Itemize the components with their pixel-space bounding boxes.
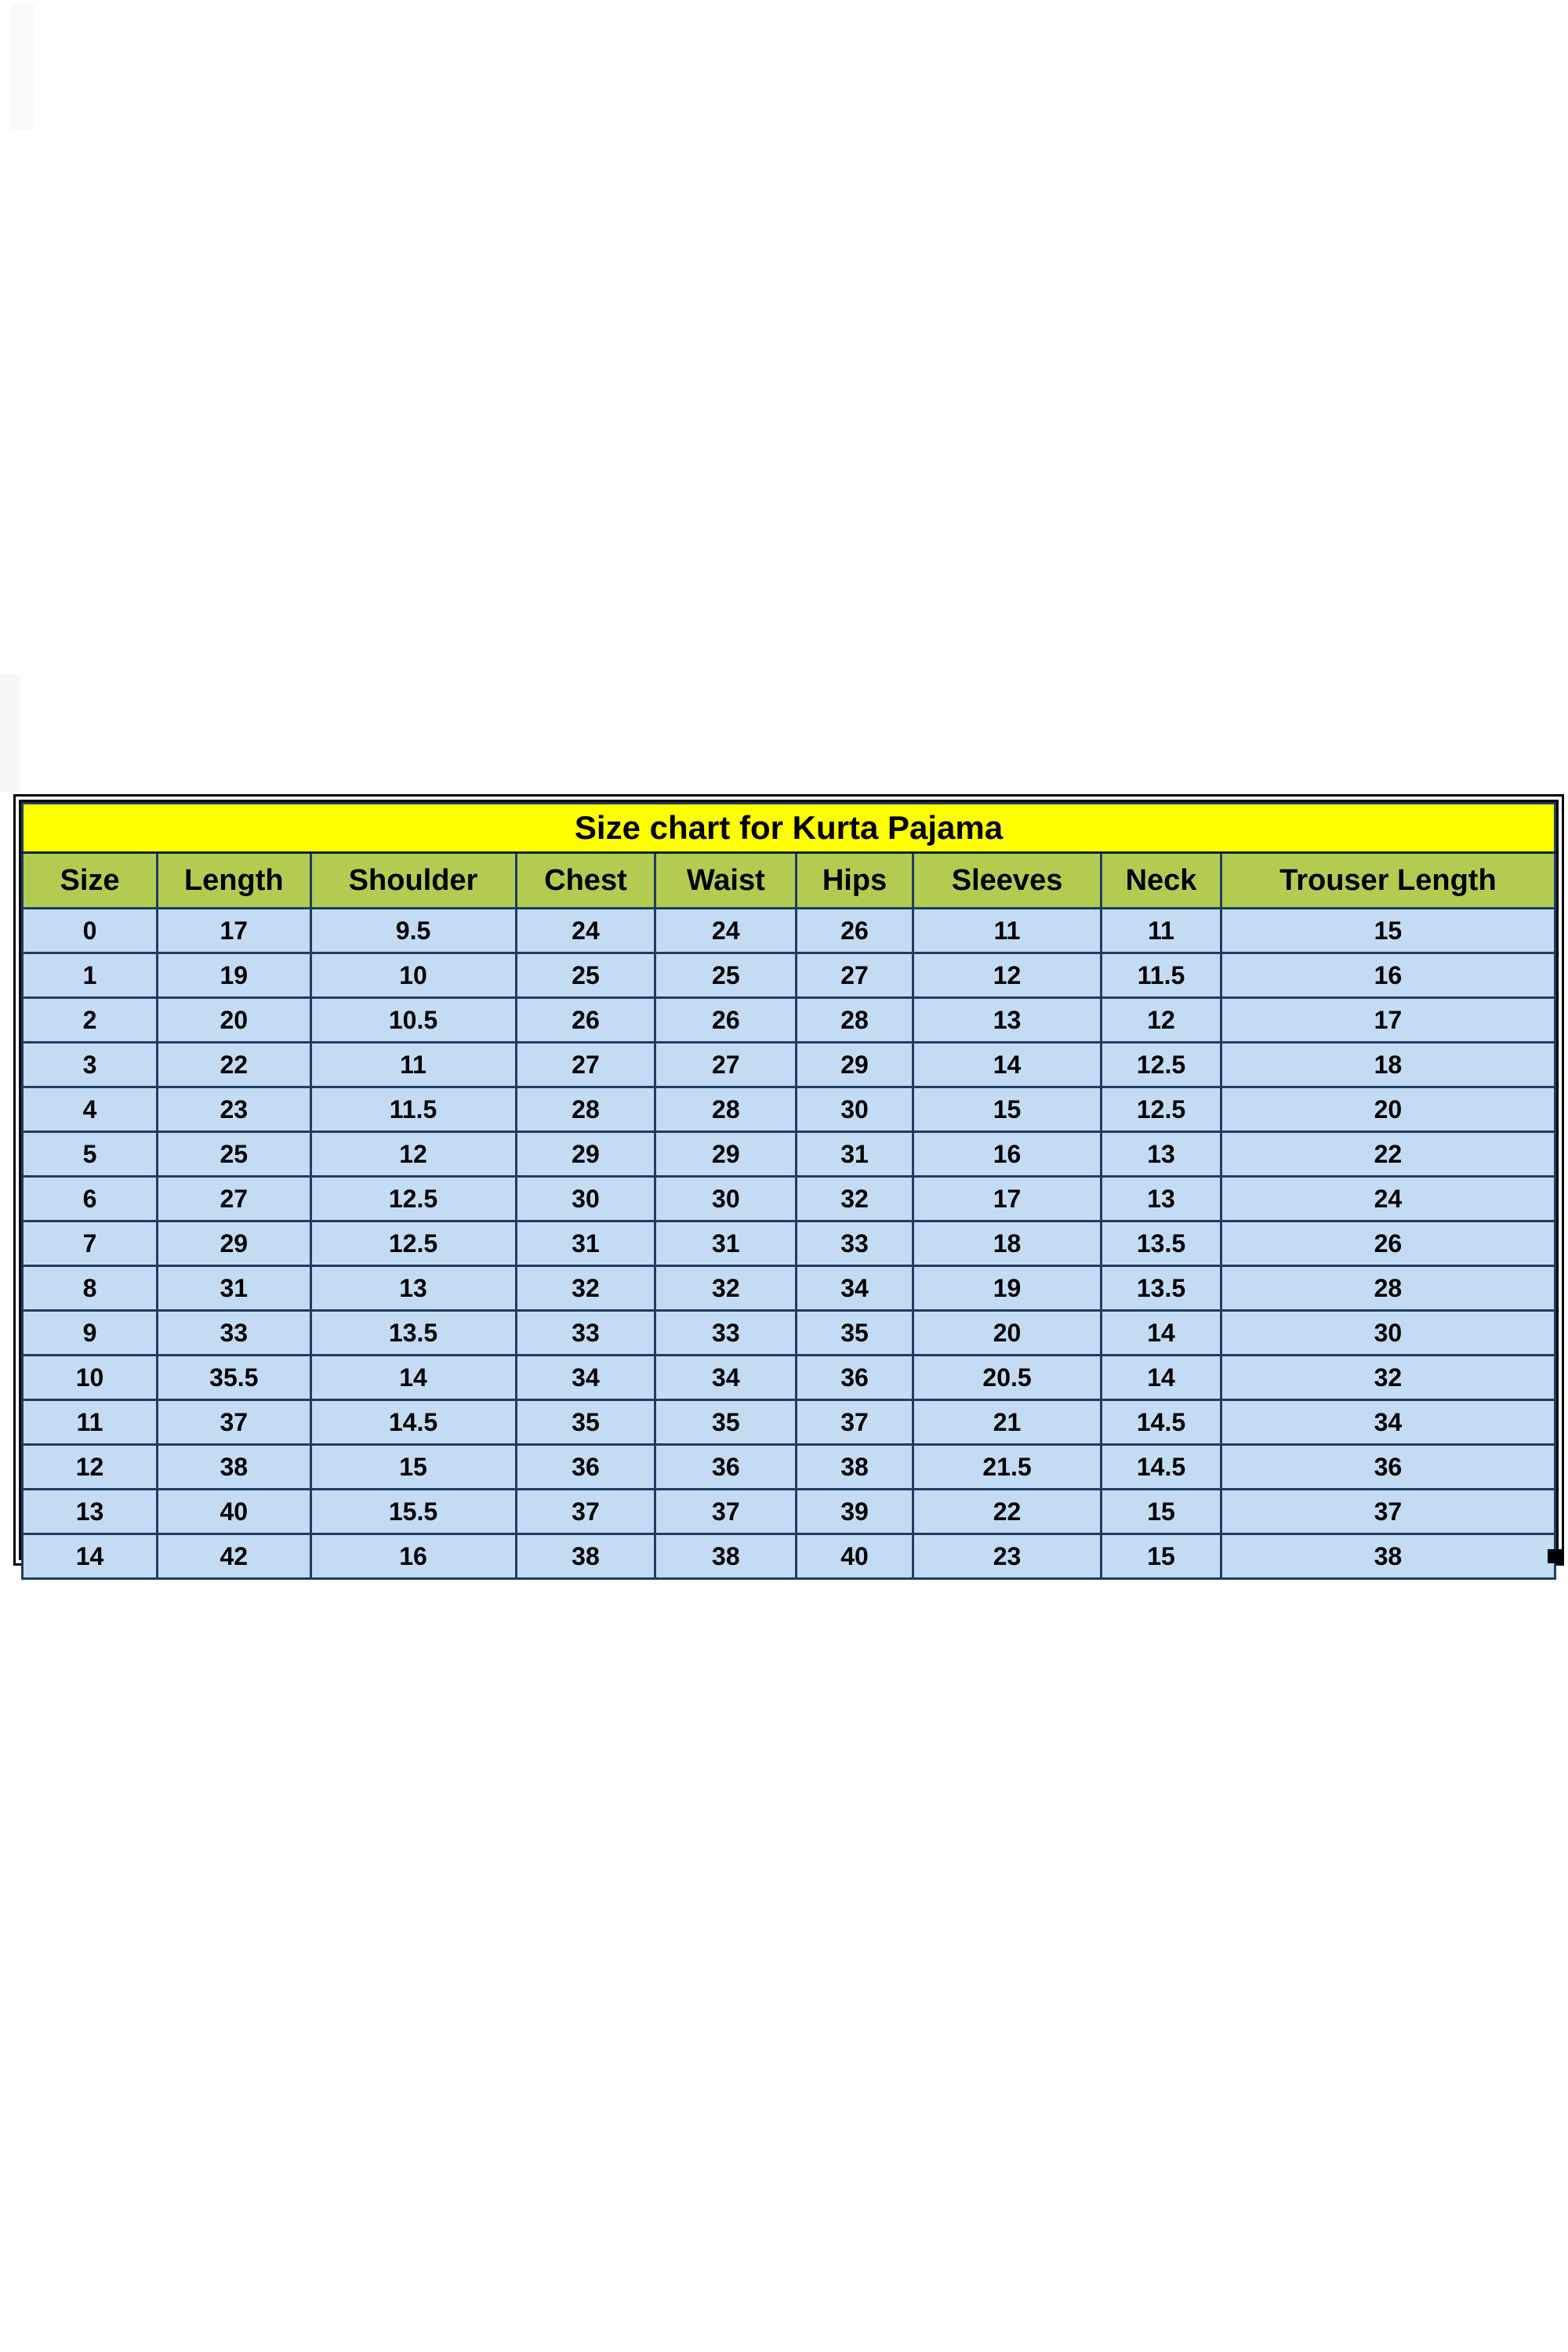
table-row — [23, 1132, 1555, 1177]
table-cell: 20 — [913, 1311, 1101, 1356]
table-cell: 13.5 — [1102, 1221, 1221, 1266]
table-cell: 12.5 — [310, 1221, 516, 1266]
table-cell: 36 — [797, 1356, 913, 1400]
table-cell: 14 — [310, 1356, 516, 1400]
table-cell: 37 — [1221, 1490, 1555, 1534]
table-cell: 18 — [1221, 1043, 1555, 1087]
table-cell: 31 — [655, 1221, 797, 1266]
table-cell: 3 — [23, 1043, 158, 1087]
table-row — [23, 1490, 1555, 1534]
table-title-row — [23, 804, 1555, 853]
table-cell: 35.5 — [158, 1356, 311, 1400]
table-cell: 33 — [158, 1311, 311, 1356]
table-cell: 35 — [516, 1400, 655, 1445]
table-cell: 16 — [310, 1534, 516, 1579]
table-cell: 38 — [1221, 1534, 1555, 1579]
table-cell: 14 — [23, 1534, 158, 1579]
table-cell: 14 — [1102, 1356, 1221, 1400]
table-cell: 4 — [23, 1087, 158, 1132]
table-row — [23, 1221, 1555, 1266]
table-cell: 11 — [310, 1043, 516, 1087]
table-cell: 31 — [158, 1266, 311, 1311]
table-corner-mark — [1548, 1549, 1562, 1563]
table-cell: 10.5 — [310, 998, 516, 1043]
table-cell: 34 — [797, 1266, 913, 1311]
table-cell: 13.5 — [310, 1311, 516, 1356]
table-cell: 30 — [1221, 1311, 1555, 1356]
table-row — [23, 1087, 1555, 1132]
table-cell: 7 — [23, 1221, 158, 1266]
table-cell: 32 — [516, 1266, 655, 1311]
table-cell: 26 — [655, 998, 797, 1043]
table-title: Size chart for Kurta Pajama — [23, 804, 1555, 853]
scan-artifact — [0, 674, 20, 792]
table-cell: 29 — [797, 1043, 913, 1087]
table-cell: 21 — [913, 1400, 1101, 1445]
table-cell: 31 — [797, 1132, 913, 1177]
table-cell: 35 — [797, 1311, 913, 1356]
table-cell: 29 — [655, 1132, 797, 1177]
table-row — [23, 998, 1555, 1043]
table-cell: 31 — [516, 1221, 655, 1266]
table-cell: 14.5 — [1102, 1445, 1221, 1490]
table-cell: 16 — [913, 1132, 1101, 1177]
table-cell: 17 — [1221, 998, 1555, 1043]
table-cell: 11 — [23, 1400, 158, 1445]
table-cell: 12.5 — [310, 1177, 516, 1221]
table-cell: 26 — [797, 909, 913, 953]
table-cell: 24 — [1221, 1177, 1555, 1221]
table-cell: 20 — [1221, 1087, 1555, 1132]
table-cell: 20.5 — [913, 1356, 1101, 1400]
table-cell: 20 — [158, 998, 311, 1043]
column-header-shoulder: Shoulder — [310, 853, 516, 909]
table-cell: 11 — [1102, 909, 1221, 953]
table-cell: 34 — [655, 1356, 797, 1400]
scan-artifact — [11, 5, 34, 130]
table-cell: 17 — [913, 1177, 1101, 1221]
table-cell: 28 — [655, 1087, 797, 1132]
table-cell: 22 — [1221, 1132, 1555, 1177]
table-cell: 30 — [516, 1177, 655, 1221]
table-cell: 14.5 — [1102, 1400, 1221, 1445]
table-cell: 34 — [1221, 1400, 1555, 1445]
table-cell: 1 — [23, 953, 158, 998]
column-header-neck: Neck — [1102, 853, 1221, 909]
table-cell: 35 — [655, 1400, 797, 1445]
table-cell: 38 — [797, 1445, 913, 1490]
column-header-waist: Waist — [655, 853, 797, 909]
table-cell: 23 — [913, 1534, 1101, 1579]
table-cell: 2 — [23, 998, 158, 1043]
table-cell: 32 — [797, 1177, 913, 1221]
table-cell: 15 — [913, 1087, 1101, 1132]
table-cell: 25 — [516, 953, 655, 998]
table-row — [23, 1177, 1555, 1221]
table-cell: 13.5 — [1102, 1266, 1221, 1311]
table-cell: 38 — [158, 1445, 311, 1490]
table-cell: 11.5 — [310, 1087, 516, 1132]
table-cell: 33 — [516, 1311, 655, 1356]
table-cell: 25 — [158, 1132, 311, 1177]
table-cell: 12 — [23, 1445, 158, 1490]
table-cell: 28 — [1221, 1266, 1555, 1311]
table-cell: 37 — [797, 1400, 913, 1445]
table-cell: 32 — [655, 1266, 797, 1311]
table-cell: 13 — [1102, 1177, 1221, 1221]
table-cell: 17 — [158, 909, 311, 953]
table-cell: 24 — [655, 909, 797, 953]
table-cell: 36 — [655, 1445, 797, 1490]
table-cell: 15 — [1102, 1534, 1221, 1579]
table-cell: 12.5 — [1102, 1087, 1221, 1132]
table-cell: 38 — [516, 1534, 655, 1579]
table-cell: 12 — [913, 953, 1101, 998]
table-row — [23, 1266, 1555, 1311]
table-row — [23, 1445, 1555, 1490]
table-cell: 14 — [913, 1043, 1101, 1087]
column-header-size: Size — [23, 853, 158, 909]
table-cell: 19 — [913, 1266, 1101, 1311]
column-header-sleeves: Sleeves — [913, 853, 1101, 909]
table-cell: 32 — [1221, 1356, 1555, 1400]
column-header-length: Length — [158, 853, 311, 909]
table-cell: 23 — [158, 1087, 311, 1132]
table-cell: 0 — [23, 909, 158, 953]
table-cell: 13 — [1102, 1132, 1221, 1177]
table-cell: 26 — [1221, 1221, 1555, 1266]
table-cell: 21.5 — [913, 1445, 1101, 1490]
table-cell: 13 — [23, 1490, 158, 1534]
table-cell: 8 — [23, 1266, 158, 1311]
table-row — [23, 953, 1555, 998]
table-cell: 29 — [158, 1221, 311, 1266]
table-row — [23, 1311, 1555, 1356]
column-header-trouser-length: Trouser Length — [1221, 853, 1555, 909]
table-cell: 33 — [655, 1311, 797, 1356]
table-cell: 9 — [23, 1311, 158, 1356]
table-cell: 40 — [797, 1534, 913, 1579]
table-cell: 27 — [158, 1177, 311, 1221]
table-cell: 15 — [1102, 1490, 1221, 1534]
table-cell: 10 — [23, 1356, 158, 1400]
table-cell: 15.5 — [310, 1490, 516, 1534]
table-cell: 16 — [1221, 953, 1555, 998]
table-cell: 18 — [913, 1221, 1101, 1266]
table-cell: 22 — [913, 1490, 1101, 1534]
table-row — [23, 1534, 1555, 1579]
table-cell: 42 — [158, 1534, 311, 1579]
size-chart-table-wrapper — [13, 794, 1564, 1570]
table-cell: 19 — [158, 953, 311, 998]
table-cell: 12.5 — [1102, 1043, 1221, 1087]
table-cell: 13 — [310, 1266, 516, 1311]
table-cell: 29 — [516, 1132, 655, 1177]
table-cell: 36 — [516, 1445, 655, 1490]
table-cell: 12 — [1102, 998, 1221, 1043]
column-header-hips: Hips — [797, 853, 913, 909]
table-cell: 13 — [913, 998, 1101, 1043]
table-cell: 36 — [1221, 1445, 1555, 1490]
table-cell: 30 — [797, 1087, 913, 1132]
table-cell: 37 — [516, 1490, 655, 1534]
table-cell: 11.5 — [1102, 953, 1221, 998]
table-row — [23, 1043, 1555, 1087]
size-chart-table — [21, 802, 1556, 1580]
table-cell: 9.5 — [310, 909, 516, 953]
table-cell: 22 — [158, 1043, 311, 1087]
table-cell: 33 — [797, 1221, 913, 1266]
table-cell: 39 — [797, 1490, 913, 1534]
table-cell: 15 — [1221, 909, 1555, 953]
table-cell: 30 — [655, 1177, 797, 1221]
table-cell: 12 — [310, 1132, 516, 1177]
table-row — [23, 909, 1555, 953]
table-row — [23, 1400, 1555, 1445]
table-cell: 11 — [913, 909, 1101, 953]
table-body — [23, 909, 1555, 1579]
table-header-row — [23, 853, 1555, 909]
table-cell: 10 — [310, 953, 516, 998]
table-cell: 28 — [516, 1087, 655, 1132]
table-cell: 28 — [797, 998, 913, 1043]
table-cell: 25 — [655, 953, 797, 998]
column-header-chest: Chest — [516, 853, 655, 909]
table-cell: 27 — [797, 953, 913, 998]
table-cell: 40 — [158, 1490, 311, 1534]
table-cell: 14 — [1102, 1311, 1221, 1356]
table-cell: 26 — [516, 998, 655, 1043]
table-cell: 24 — [516, 909, 655, 953]
table-cell: 6 — [23, 1177, 158, 1221]
table-cell: 5 — [23, 1132, 158, 1177]
table-row — [23, 1356, 1555, 1400]
table-cell: 14.5 — [310, 1400, 516, 1445]
table-cell: 15 — [310, 1445, 516, 1490]
table-cell: 38 — [655, 1534, 797, 1579]
table-cell: 27 — [655, 1043, 797, 1087]
table-cell: 27 — [516, 1043, 655, 1087]
table-cell: 34 — [516, 1356, 655, 1400]
table-cell: 37 — [655, 1490, 797, 1534]
table-cell: 37 — [158, 1400, 311, 1445]
